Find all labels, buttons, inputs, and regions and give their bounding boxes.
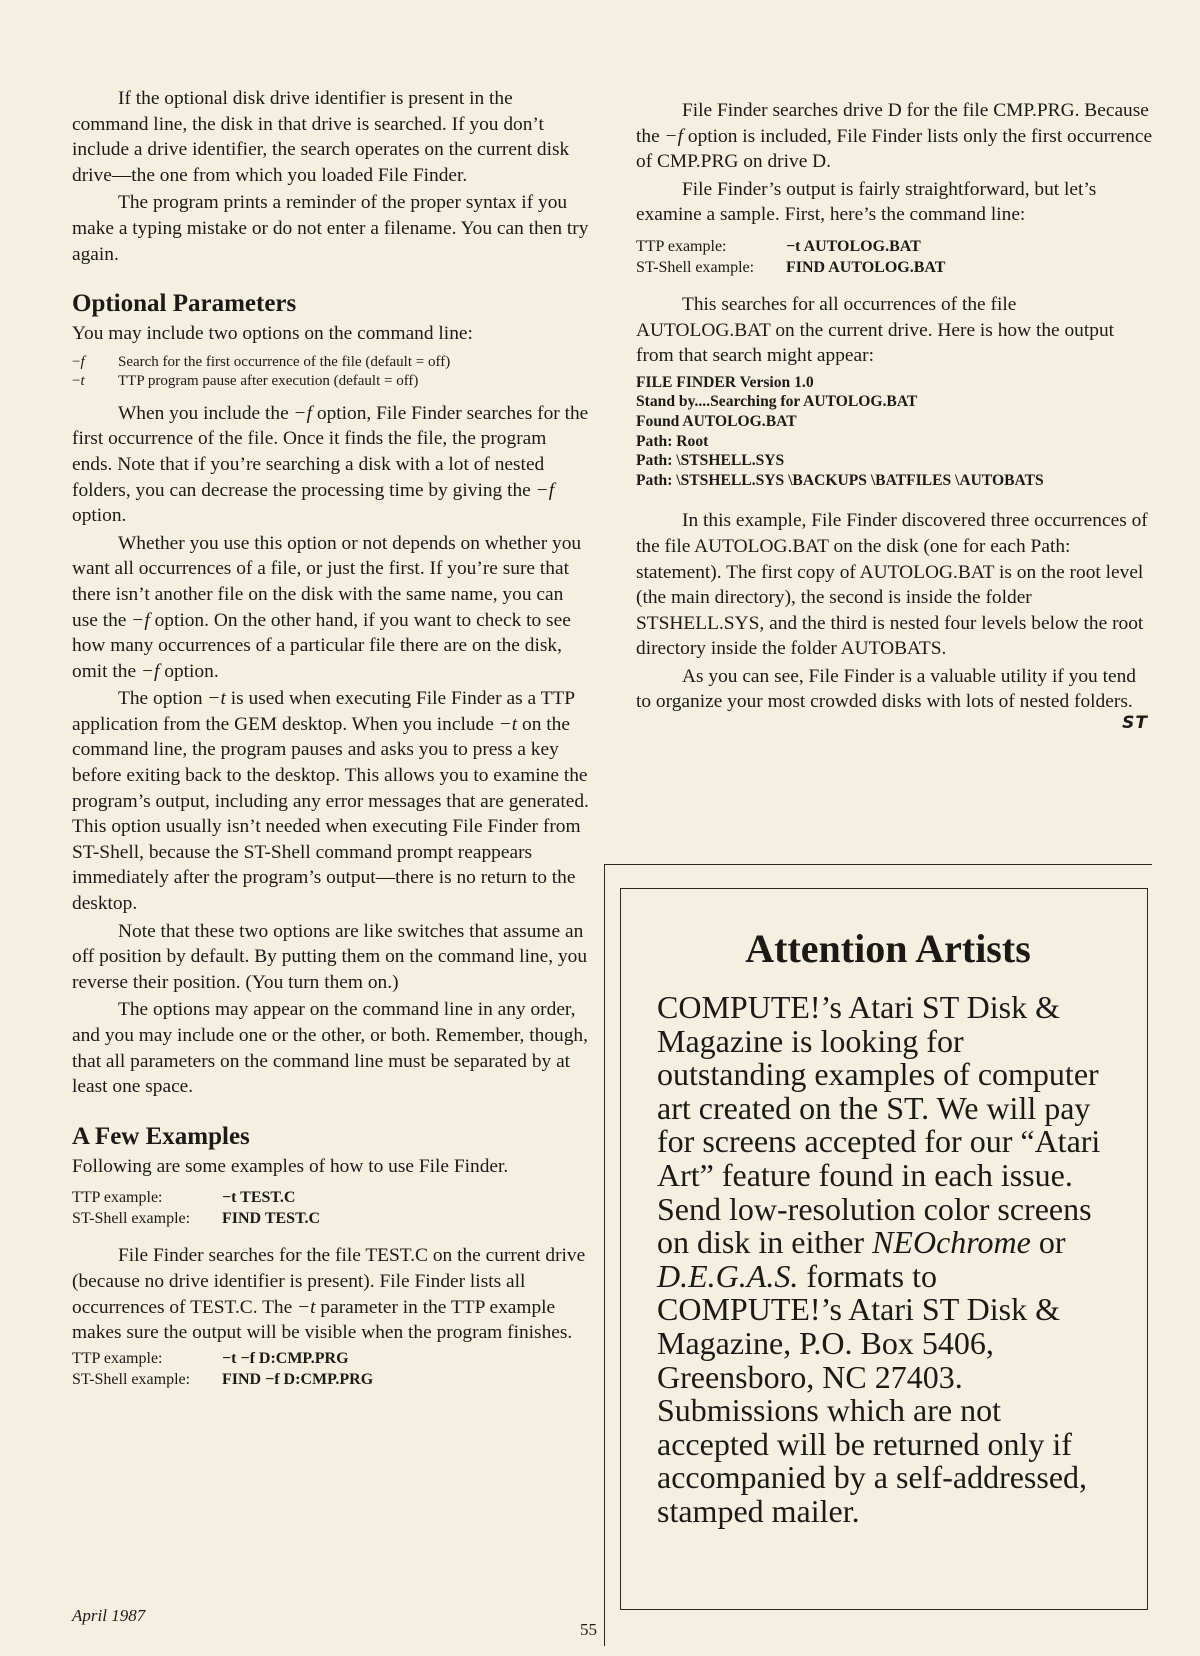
program-output	[636, 373, 1154, 491]
paragraph-following-examples: Following are some examples of how to use File Finder.	[72, 1155, 509, 1177]
output-line: Path: \STSHELL.SYS \BACKUPS \BATFILES \AUTOBATS	[636, 471, 1044, 489]
paragraph-two-options: You may include two options on the command line:	[72, 323, 473, 345]
example-row: ST-Shell example: FIND −f D:CMP.PRG	[72, 1370, 374, 1388]
example-cmp-prg	[72, 1348, 590, 1390]
ad-title: Attention Artists	[745, 926, 1031, 971]
paragraph-switches: Note that these two options are like switches that assume an off position by default. By putting them on the command line, you reverse their position. (You turn them on.)	[72, 920, 588, 993]
output-line: Stand by....Searching for AUTOLOG.BAT	[636, 393, 918, 411]
paragraph-searches-drive-d: File Finder searches drive D for the file CMP.PRG. Because the −f option is included, File Finder lists only the first occurrence of CMP.PRG on drive D.	[636, 100, 1153, 173]
right-column	[636, 98, 1154, 733]
example-autolog	[636, 236, 1154, 278]
paragraph-whether-use: Whether you use this option or not depends on whether you want all occurrences of a file, or just the first. If you’re sure that there isn’t another file on the disk with the same name, you can use the −f option. On the other hand, if you want to check to see how many occurrences of a particular file there are on the disk, omit the −f option.	[72, 532, 582, 682]
options-list	[72, 353, 590, 391]
page-number: 55	[580, 1620, 597, 1639]
paragraph-f-option: When you include the −f option, File Finder searches for the first occurrence of the file. Once it finds the file, the program ends. Note that if you’re searching a disk with a lot of nested folders, you can decrease the processing time by giving the −f option.	[72, 402, 589, 527]
example-test-c	[72, 1187, 590, 1229]
output-line: FILE FINDER Version 1.0	[636, 373, 814, 391]
example-row: TTP example: −t −f D:CMP.PRG	[72, 1349, 349, 1367]
attention-artists-ad	[620, 888, 1148, 1610]
paragraph-valuable-utility: As you can see, File Finder is a valuable utility if you tend to organize your most crowded disks with lots of nested folders.	[636, 665, 1136, 713]
issue-date: April 1987	[72, 1606, 146, 1625]
paragraph-test-c-explanation: File Finder searches for the file TEST.C on the current drive (because no drive identifier is present). File Finder lists all occurrences of TEST.C. The −t parameter in the TTP example makes sure the output will be visible when the program finishes.	[72, 1245, 586, 1344]
ad-divider-top	[604, 864, 1152, 865]
paragraph-any-order: The options may appear on the command line in any order, and you may include one or the other, or both. Remember, though, that all parameters on the command line must be separated by at least one space.	[72, 999, 588, 1098]
output-line: Path: Root	[636, 432, 709, 450]
option-t-description: TTP program pause after execution (default = off)	[118, 372, 419, 389]
heading-optional-parameters: Optional Parameters	[72, 290, 297, 318]
output-line: Path: \STSHELL.SYS	[636, 452, 785, 470]
paragraph-t-option: The option −t is used when executing File Finder as a TTP application from the GEM desktop. When you include −t on the command line, the program pauses and asks you to press a key before exiting back to the desktop. This allows you to examine the program’s output, including any error messages that are generated. This option usually isn’t needed when executing File Finder from ST-Shell, because the ST-Shell command prompt reappears immediately after the program’s output—there is no return to the desktop.	[72, 688, 589, 915]
output-line: Found AUTOLOG.BAT	[636, 412, 797, 430]
ad-body: COMPUTE!’s Atari ST Disk & Magazine is looking for outstanding examples of computer art created on the ST. We will pay for screens accepted for our “Atari Art” feature found in each issue. Send low-resolution color screens on disk in either NEOchrome or D.E.G.A.S. formats to COMPUTE!’s Atari ST Disk & Magazine, P.O. Box 5406, Greensboro, NC 27403. Submissions which are not accepted will be returned only if accompanied by a self-addressed, stamped mailer.	[657, 989, 1101, 1529]
example-row: TTP example: −t TEST.C	[72, 1189, 296, 1207]
st-end-mark: ST	[1122, 713, 1148, 734]
ad-divider-left	[604, 864, 605, 1646]
option-t-key: −t	[72, 372, 85, 389]
option-t-row	[72, 372, 590, 391]
left-column	[72, 86, 590, 1404]
option-f-description: Search for the first occurrence of the file (default = off)	[118, 353, 451, 370]
paragraph-drive-identifier: If the optional disk drive identifier is present in the command line, the disk in that drive is searched. If you don’t include a drive identifier, the search operates on the current disk drive—the one from which you loaded File Finder.	[72, 88, 570, 186]
paragraph-three-occurrences: In this example, File Finder discovered three occurrences of the file AUTOLOG.BAT on the disk (one for each Path: statement). The first copy of AUTOLOG.BAT is on the root level (the main directory), the second is inside the folder STSHELL.SYS, and the third is nested four levels below the root directory inside the folder AUTOBATS.	[636, 510, 1148, 660]
example-row: ST-Shell example: FIND TEST.C	[72, 1210, 321, 1228]
heading-a-few-examples: A Few Examples	[72, 1122, 250, 1150]
example-row: ST-Shell example: FIND AUTOLOG.BAT	[636, 258, 946, 276]
paragraph-output-sample: File Finder’s output is fairly straightforward, but let’s examine a sample. First, here’s the command line:	[636, 178, 1097, 226]
option-f-row	[72, 353, 590, 372]
example-row: TTP example: −t AUTOLOG.BAT	[636, 237, 921, 255]
option-f-key: −f	[72, 353, 85, 370]
paragraph-all-occurrences: This searches for all occurrences of the file AUTOLOG.BAT on the current drive. Here is how the output from that search might appear:	[636, 293, 1115, 367]
paragraph-syntax-reminder: The program prints a reminder of the proper syntax if you make a typing mistake or do not enter a filename. You can then try again.	[72, 192, 589, 265]
